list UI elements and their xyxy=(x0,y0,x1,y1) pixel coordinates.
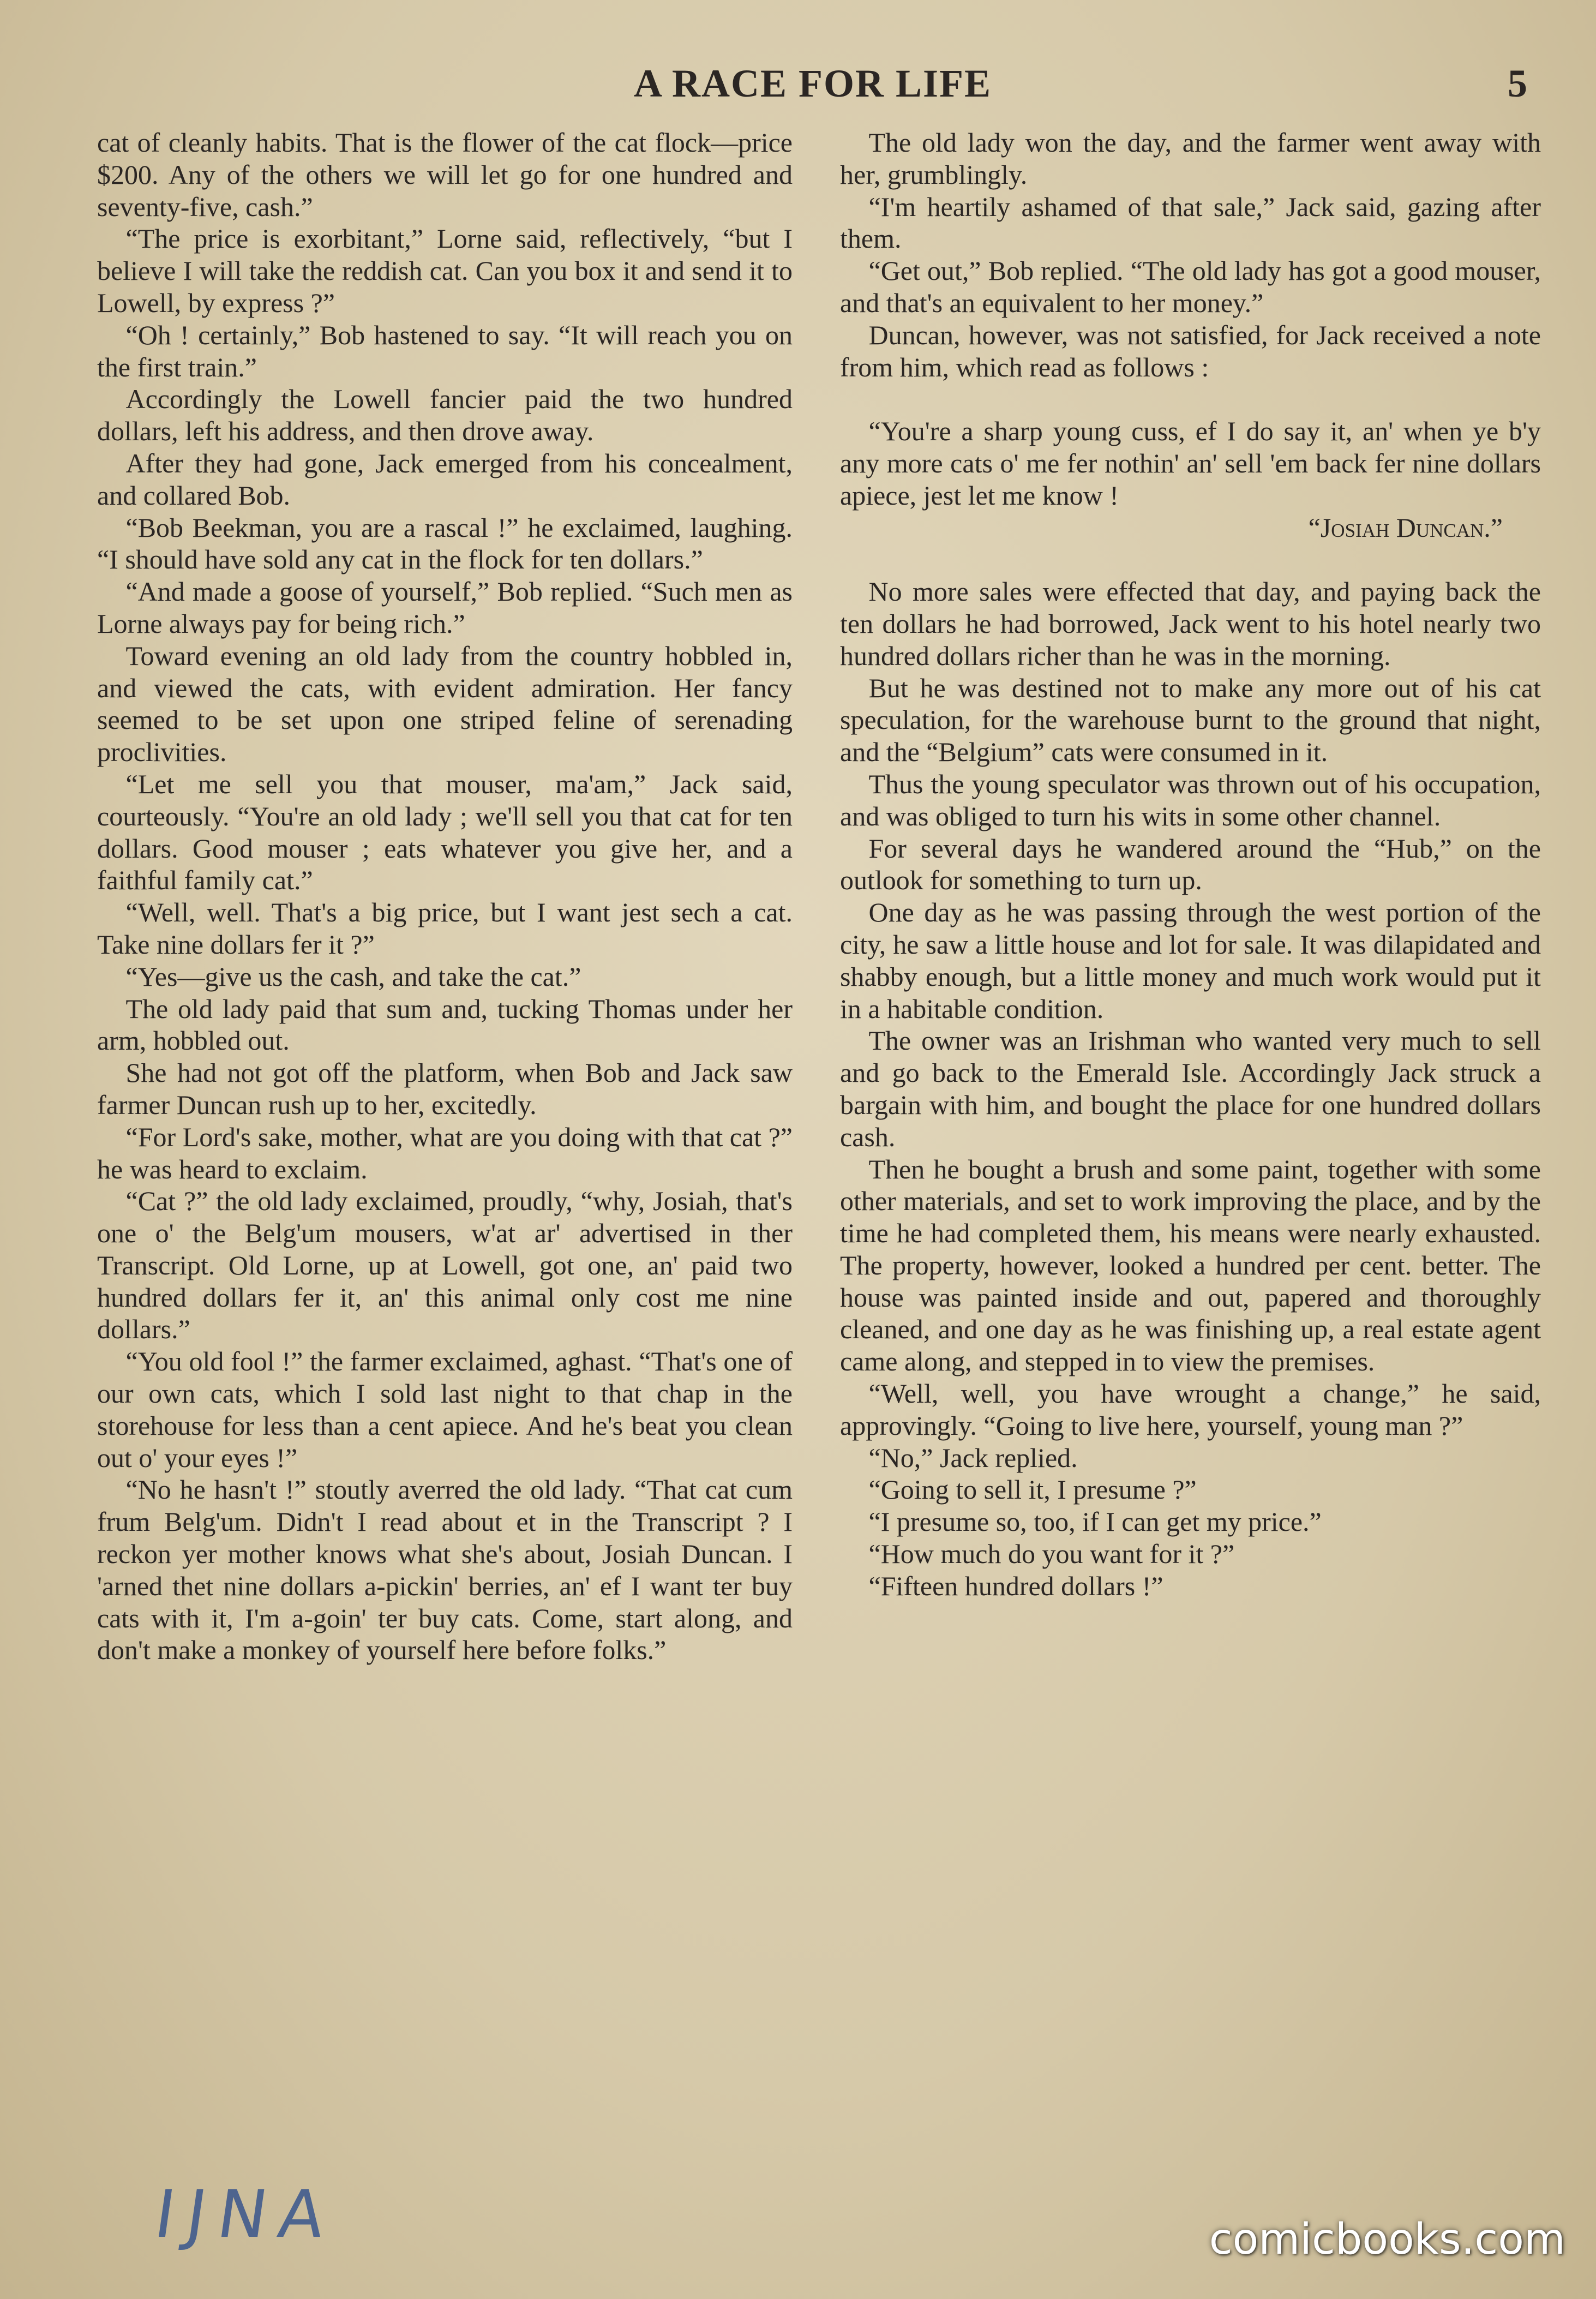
paragraph: Then he bought a brush and some paint, together with some other materials, and set to work improving the place, and by the time he had completed them, his means were nearly exhausted. The property, however, looked a hundred per cent. better. The house was painted inside and out, papered and thoroughly cleaned, and one day as he was finishing up, a real estate agent came along, and stepped in to view the premises. xyxy=(840,1153,1541,1377)
paragraph: “Cat ?” the old lady exclaimed, proudly, “why, Josiah, that's one o' the Belg'um mousers, w'at ar' advertised in ther Transcript. Old Lorne, up at Lowell, got one, an' paid two hundred dollars fer it, an' this animal only cost me nine dollars.” xyxy=(97,1186,793,1345)
paragraph: The owner was an Irishman who wanted very much to sell and go back to the Emerald Isle. Accordingly Jack struck a bargain with him, and bought the place for one hundred dollars cash. xyxy=(840,1025,1541,1152)
paragraph: The old lady won the day, and the farmer went away with her, grumblingly. xyxy=(840,127,1541,190)
paragraph: cat of cleanly habits. That is the flower of the cat flock—price $200. Any of the others we will let go for one hundred and seventy-five, cash.” xyxy=(97,127,793,222)
paragraph: Duncan, however, was not satisfied, for Jack received a note from him, which read as follows : xyxy=(840,319,1541,382)
paragraph: “And made a goose of yourself,” Bob replied. “Such men as Lorne always pay for being rich.” xyxy=(97,576,793,639)
paragraph: Accordingly the Lowell fancier paid the two hundred dollars, left his address, and then drove away. xyxy=(97,384,793,447)
paragraph: Thus the young speculator was thrown out of his occupation, and was obliged to turn his wits in some other channel. xyxy=(840,768,1541,831)
paragraph: “No,” Jack replied. xyxy=(868,1442,1078,1473)
paragraph: “Oh ! certainly,” Bob hastened to say. “It will reach you on the first train.” xyxy=(97,319,793,382)
handwritten-initials: IJNA xyxy=(150,2177,341,2253)
paragraph: After they had gone, Jack emerged from his concealment, and collared Bob. xyxy=(97,447,793,511)
paragraph: “Going to sell it, I presume ?” xyxy=(868,1474,1197,1505)
paragraph: “Yes—give us the cash, and take the cat.” xyxy=(125,961,581,992)
paragraph: No more sales were effected that day, and paying back the ten dollars he had borrowed, Jack went to his hotel nearly two hundred dollars richer than he was in the morning. xyxy=(840,576,1541,671)
paragraph: “How much do you want for it ?” xyxy=(868,1538,1235,1570)
paragraph: But he was destined not to make any more out of his cat speculation, for the warehouse burnt to the ground that night, and the “Belgium” cats were consumed in it. xyxy=(840,672,1541,768)
paragraph: “Fifteen hundred dollars !” xyxy=(868,1570,1163,1601)
paragraph: She had not got off the platform, when Bob and Jack saw farmer Duncan rush up to her, excitedly. xyxy=(97,1057,793,1120)
paragraph: “Well, well, you have wrought a change,” he said, approvingly. “Going to live here, yourself, young man ?” xyxy=(840,1378,1541,1441)
paragraph: Toward evening an old lady from the country hobbled in, and viewed the cats, with evident admiration. Her fancy seemed to be set upon one striped feline of serenading proclivities. xyxy=(97,640,793,768)
paragraph: The old lady paid that sum and, tucking Thomas under her arm, hobbled out. xyxy=(97,993,793,1056)
paragraph: “The price is exorbitant,” Lorne said, reflectively, “but I believe I will take the reddish cat. Can you box it and send it to Lowell, by express ?” xyxy=(97,223,793,318)
paragraph: “I presume so, too, if I can get my price.” xyxy=(868,1506,1322,1537)
paragraph: “Bob Beekman, you are a rascal !” he exclaimed, laughing. “I should have sold any cat in the flock for ten dollars.” xyxy=(97,512,793,575)
paragraph: “Well, well. That's a big price, but I want jest sech a cat. Take nine dollars fer it ?” xyxy=(97,897,793,960)
running-head: A RACE FOR LIFE xyxy=(633,62,992,105)
watermark: comicbooks.com xyxy=(1209,2215,1565,2264)
right-column xyxy=(840,127,1541,1602)
paragraph: “I'm heartily ashamed of that sale,” Jack said, gazing after them. xyxy=(840,191,1541,254)
paragraph: One day as he was passing through the west portion of the city, he saw a little house and lot for sale. It was dilapidated and shabby enough, but a little money and much work would put it in a habitable condition. xyxy=(840,897,1541,1024)
paragraph: For several days he wandered around the “Hub,” on the outlook for something to turn up. xyxy=(840,833,1541,896)
paragraph: “Let me sell you that mouser, ma'am,” Jack said, courteously. “You're an old lady ; we'll sell you that cat for ten dollars. Good mouser ; eats whatever you give her, and a faithful family cat.” xyxy=(97,768,793,896)
page-number: 5 xyxy=(1508,62,1527,105)
paragraph: “You old fool !” the farmer exclaimed, aghast. “That's one of our own cats, which I sold last night to that chap in the storehouse for less than a cent apiece. And he's beat you clean out o' your eyes !” xyxy=(97,1346,793,1473)
letter-signature: “Josiah Duncan.” xyxy=(1308,512,1503,543)
paragraph: “Get out,” Bob replied. “The old lady has got a good mouser, and that's an equivalent to her money.” xyxy=(840,255,1541,318)
left-column xyxy=(97,127,793,1666)
letter-body: “You're a sharp young cuss, ef I do say it, an' when ye b'y any more cats o' me fer nothin' an' sell 'em back fer nine dollars apiece, jest let me know ! xyxy=(840,416,1541,511)
paragraph: “For Lord's sake, mother, what are you doing with that cat ?” he was heard to exclaim. xyxy=(97,1121,793,1184)
paragraph: “No he hasn't !” stoutly averred the old lady. “That cat cum frum Belg'um. Didn't I read about et in the Transcript ? I reckon yer mother knows what she's about, Josiah Duncan. I 'arned thet nine dollars a-pickin' berries, an' ef I want ter buy cats with it, I'm a-goin' ter buy cats. Come, start along, and don't make a monkey of yourself here before folks.” xyxy=(97,1474,793,1666)
